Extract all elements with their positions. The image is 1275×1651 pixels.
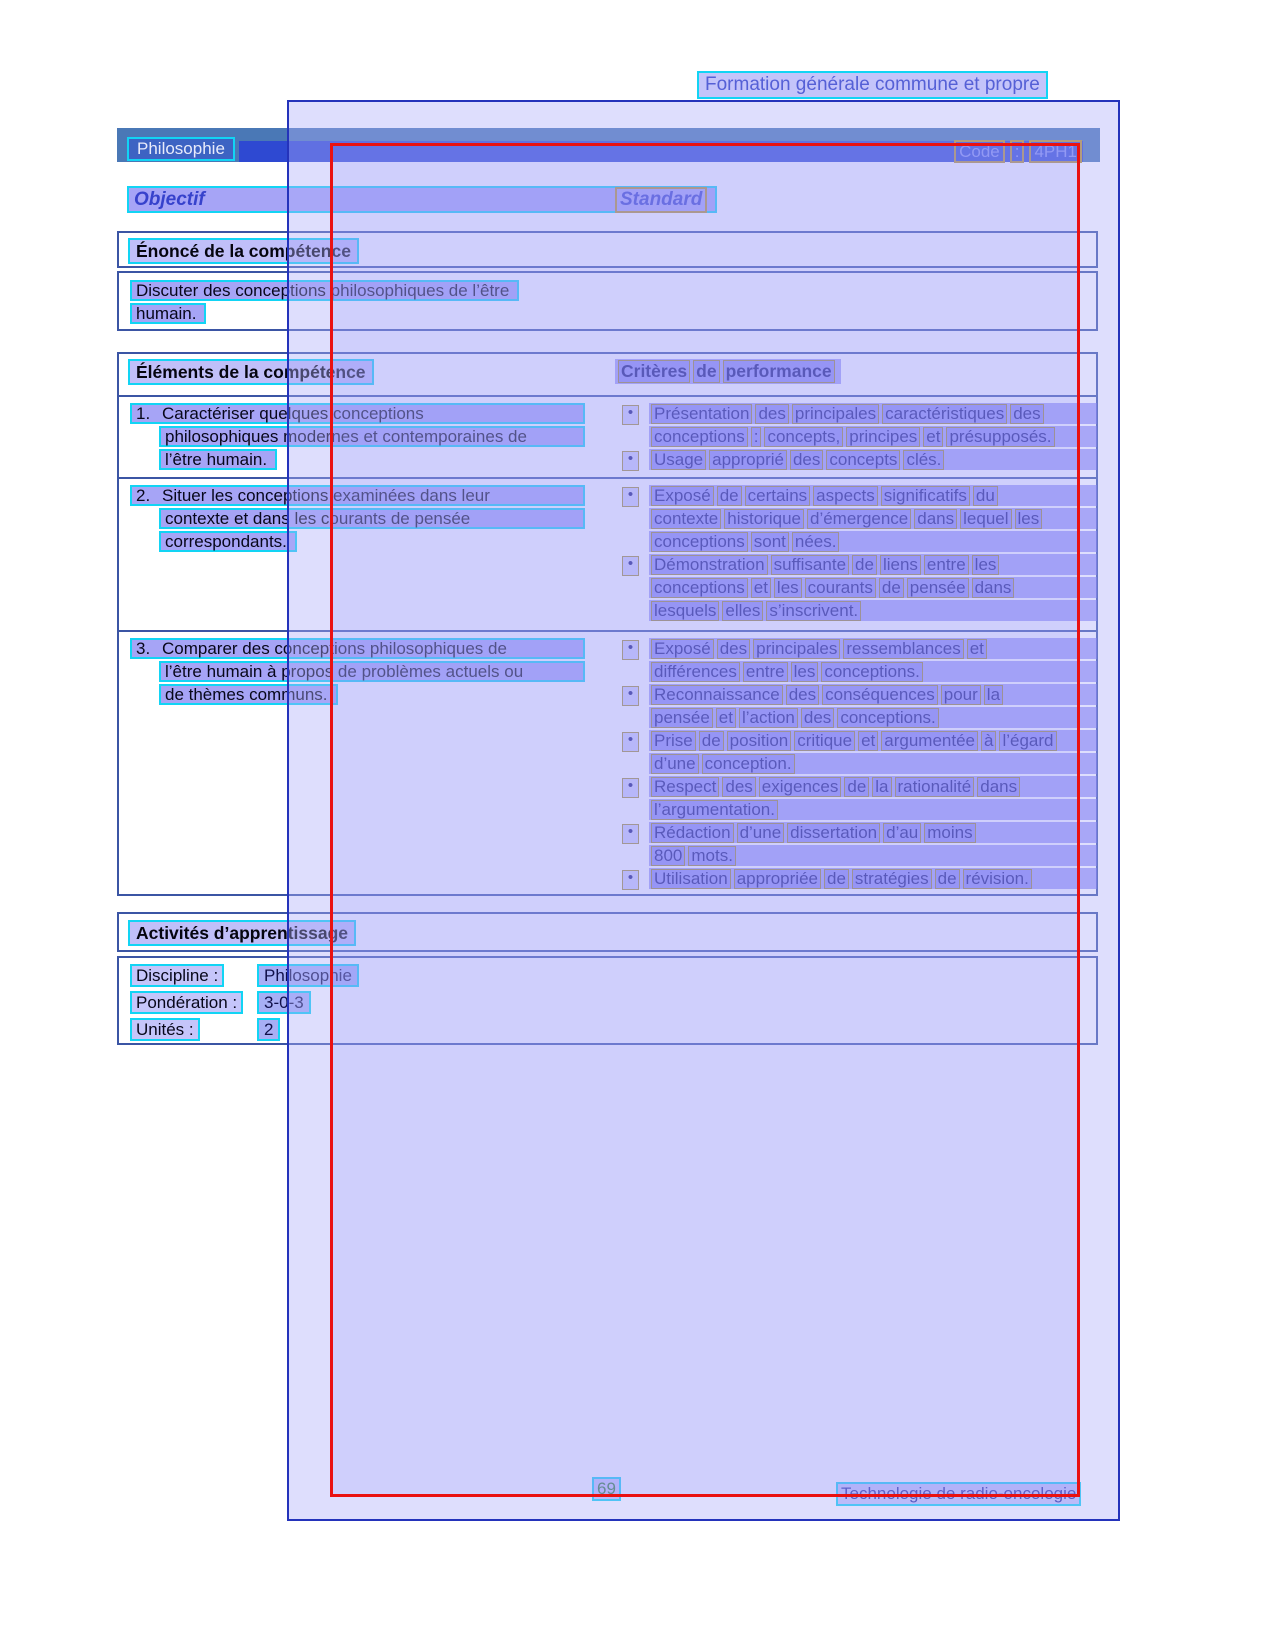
word: pour (941, 685, 981, 705)
word: la (872, 777, 891, 797)
word: des (801, 708, 834, 728)
word: de (935, 869, 960, 889)
text-line (649, 661, 1097, 682)
bullet-icon: • (622, 405, 639, 425)
word: les (1015, 509, 1043, 529)
word: différences (651, 662, 740, 682)
word: rationalité (895, 777, 975, 797)
word: de (844, 777, 869, 797)
line-text: l’être humain. (165, 449, 268, 469)
course-code (954, 140, 1082, 163)
word: 800 (651, 846, 685, 866)
bullet-lines (649, 684, 1099, 730)
activite-label: Discipline : (130, 964, 224, 987)
standard-heading: Standard (615, 187, 707, 213)
bullet-lines (649, 638, 1099, 684)
text-line (159, 449, 277, 470)
bullet-item (615, 485, 1099, 554)
word: performance (723, 360, 835, 383)
word: courants (805, 578, 876, 598)
bullet-icon: • (622, 451, 639, 471)
word: conceptions. (821, 662, 922, 682)
word: clés. (903, 450, 944, 470)
word: approprié (709, 450, 787, 470)
bullet-lines (649, 730, 1099, 776)
activite-value: 2 (257, 1018, 280, 1041)
text-line (159, 508, 585, 529)
text-line (130, 485, 585, 506)
item-number: 3. (136, 638, 151, 658)
word: Utilisation (651, 869, 731, 889)
word: caractéristiques (882, 404, 1007, 424)
word: présupposés. (946, 427, 1054, 447)
enonce-body-box (117, 271, 1098, 331)
bullet-item (615, 730, 1099, 776)
word: argumentée (881, 731, 978, 751)
objectif-standard-row (127, 186, 717, 213)
line-text: l’être humain à propos de problèmes actuels ou (165, 661, 524, 681)
header-note: Formation générale commune et propre (697, 71, 1048, 99)
word: conséquences (822, 685, 938, 705)
word: Exposé (651, 486, 714, 506)
criteres-cell (615, 397, 1099, 477)
text-line (159, 531, 297, 552)
word: de (879, 578, 904, 598)
element-cell (119, 397, 615, 477)
text-line (649, 753, 1097, 774)
word: des (755, 404, 788, 424)
word: de (824, 869, 849, 889)
word: Reconnaissance (651, 685, 783, 705)
text-line (649, 426, 1097, 447)
word: entre (743, 662, 788, 682)
word: d’au (883, 823, 921, 843)
text-line (649, 845, 1097, 866)
text-line: humain. (130, 303, 206, 324)
text-line (649, 508, 1097, 529)
elements-heading: Éléments de la compétence (128, 359, 374, 385)
line-text: correspondants. (165, 531, 287, 551)
word: ressemblances (843, 639, 963, 659)
competence-row (119, 479, 1096, 632)
word: conceptions (651, 578, 748, 598)
page-title: Philosophie (127, 137, 235, 161)
competence-table (117, 352, 1098, 896)
text-line (159, 684, 338, 705)
bullet-icon: • (622, 824, 639, 844)
word: concepts, (764, 427, 843, 447)
bullet-item (615, 449, 1099, 472)
word: aspects (813, 486, 878, 506)
word: révision. (963, 869, 1032, 889)
text-line (649, 485, 1097, 506)
activite-label: Pondération : (130, 991, 243, 1014)
word: liens (880, 555, 921, 575)
word: principes (846, 427, 920, 447)
word: lequel (960, 509, 1011, 529)
bullet-item (615, 822, 1099, 868)
word: Exposé (651, 639, 714, 659)
word: principales (753, 639, 840, 659)
word: conceptions (651, 427, 748, 447)
word: et (923, 427, 943, 447)
text-line (130, 638, 585, 659)
word: conceptions (651, 532, 748, 552)
bullet-lines (649, 449, 1099, 472)
word: et (716, 708, 736, 728)
word: de (699, 731, 724, 751)
bullet-icon: • (622, 556, 639, 576)
competence-row (119, 397, 1096, 479)
word: dans (977, 777, 1020, 797)
code-label: Code (954, 140, 1005, 163)
word: concepts (826, 450, 900, 470)
line-text: de thèmes communs. (165, 684, 328, 704)
word: mots. (688, 846, 736, 866)
bullet-icon: • (622, 870, 639, 890)
word: dans (914, 509, 957, 529)
word: les (972, 555, 1000, 575)
objectif-heading: Objectif (134, 189, 205, 210)
word: contexte (651, 509, 721, 529)
word: lesquels (651, 601, 719, 621)
page-number: 69 (592, 1477, 621, 1501)
word: de (852, 555, 877, 575)
word: : (751, 427, 762, 447)
bullet-icon: • (622, 640, 639, 660)
bullet-item (615, 868, 1099, 891)
bullet-lines (649, 822, 1099, 868)
word: les (774, 578, 802, 598)
text-line (649, 822, 1097, 843)
word: position (727, 731, 792, 751)
bullet-item (615, 403, 1099, 449)
competence-rows (119, 397, 1096, 903)
item-number: 1. (136, 403, 151, 423)
text-line (649, 449, 1097, 470)
word: principales (792, 404, 879, 424)
bullet-item (615, 554, 1099, 623)
text-line (649, 403, 1097, 424)
word: de (693, 360, 719, 383)
bullet-lines (649, 868, 1099, 891)
word: Critères (618, 360, 690, 383)
word: des (786, 685, 819, 705)
word: elles (722, 601, 763, 621)
word: dissertation (787, 823, 880, 843)
code-separator: : (1010, 140, 1025, 163)
word: des (722, 777, 755, 797)
text-line (159, 661, 585, 682)
line-text: Situer les conceptions examinées dans leur (162, 485, 490, 505)
word: Prise (651, 731, 696, 751)
text-line (649, 799, 1097, 820)
word: critique (794, 731, 855, 751)
word: les (791, 662, 819, 682)
bullet-lines (649, 403, 1099, 449)
word: l’argumentation. (651, 800, 778, 820)
text-line (649, 554, 1097, 575)
activites-heading-box (117, 912, 1098, 952)
word: Démonstration (651, 555, 768, 575)
word: la (984, 685, 1003, 705)
word: conception. (702, 754, 795, 774)
bullet-item (615, 638, 1099, 684)
text-line (649, 638, 1097, 659)
activite-row (130, 1018, 1096, 1045)
text-line (649, 776, 1097, 797)
word: exigences (759, 777, 842, 797)
activite-row (130, 964, 1096, 991)
criteres-heading (615, 359, 841, 384)
line-text: Comparer des conceptions philosophiques de (162, 638, 507, 658)
word: et (751, 578, 771, 598)
bullet-lines (649, 485, 1099, 554)
text-line (130, 403, 585, 424)
word: à (981, 731, 996, 751)
activite-value: 3-0-3 (257, 991, 311, 1014)
element-cell (119, 479, 615, 630)
bullet-icon: • (622, 778, 639, 798)
word: moins (924, 823, 975, 843)
bullet-icon: • (622, 487, 639, 507)
text-line (649, 730, 1097, 751)
line-text: philosophiques modernes et contemporaines de (165, 426, 527, 446)
text-line (649, 531, 1097, 552)
code-value: 4PH1 (1029, 140, 1082, 163)
text-line (649, 600, 1097, 621)
text-line: Discuter des conceptions philosophiques de l’être (130, 280, 519, 301)
word: des (790, 450, 823, 470)
activites-body-box (117, 956, 1098, 1045)
word: des (717, 639, 750, 659)
competence-row (119, 632, 1096, 903)
item-number: 2. (136, 485, 151, 505)
word: Rédaction (651, 823, 734, 843)
word: du (973, 486, 998, 506)
bullet-icon: • (622, 686, 639, 706)
activite-label: Unités : (130, 1018, 200, 1041)
word: s’inscrivent. (766, 601, 861, 621)
word: Présentation (651, 404, 752, 424)
text-line (649, 868, 1097, 889)
text-line (649, 707, 1097, 728)
activite-value: Philosophie (257, 964, 359, 987)
word: stratégies (852, 869, 932, 889)
text-line (649, 684, 1097, 705)
bullet-item (615, 776, 1099, 822)
bullet-item (615, 684, 1099, 730)
footer-program-name: Technologie de radio-oncologie (836, 1482, 1081, 1506)
title-bar (117, 128, 1100, 162)
element-cell (119, 632, 615, 903)
word: l’égard (999, 731, 1056, 751)
text-line (159, 426, 585, 447)
activite-row (130, 991, 1096, 1018)
word: pensée (907, 578, 969, 598)
enonce-heading: Énoncé de la compétence (128, 238, 359, 264)
competence-table-header (119, 354, 1096, 397)
criteres-cell (615, 632, 1099, 903)
word: de (717, 486, 742, 506)
word: suffisante (771, 555, 849, 575)
word: Respect (651, 777, 719, 797)
enonce-heading-box (117, 231, 1098, 268)
word: nées. (792, 532, 840, 552)
word: dans (972, 578, 1015, 598)
word: certains (745, 486, 811, 506)
word: et (858, 731, 878, 751)
word: pensée (651, 708, 713, 728)
word: historique (724, 509, 804, 529)
word: d’une (651, 754, 699, 774)
activites-heading: Activités d’apprentissage (128, 920, 356, 946)
word: significatifs (881, 486, 970, 506)
line-text: Caractériser quelques conceptions (162, 403, 424, 423)
word: Usage (651, 450, 706, 470)
word: appropriée (734, 869, 821, 889)
word: des (1010, 404, 1043, 424)
word: d’une (737, 823, 785, 843)
word: conceptions. (837, 708, 938, 728)
line-text: contexte et dans les courants de pensée (165, 508, 471, 528)
bullet-lines (649, 776, 1099, 822)
bullet-lines (649, 554, 1099, 623)
word: sont (751, 532, 789, 552)
bullet-icon: • (622, 732, 639, 752)
word: entre (924, 555, 969, 575)
text-line (649, 577, 1097, 598)
word: d’émergence (807, 509, 911, 529)
word: et (967, 639, 987, 659)
criteres-cell (615, 479, 1099, 630)
word: l’action (739, 708, 798, 728)
